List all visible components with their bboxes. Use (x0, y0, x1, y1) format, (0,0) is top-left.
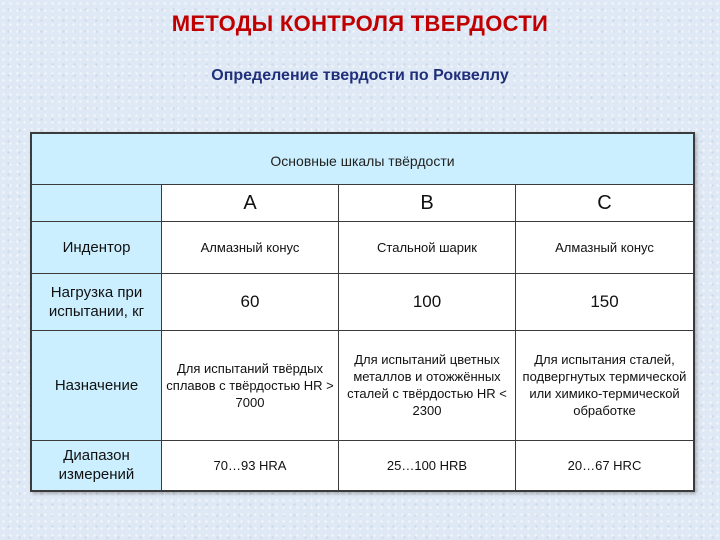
column-header-a: A (162, 185, 339, 221)
column-header-b: B (339, 185, 516, 221)
table-cell: 70…93 HRA (162, 440, 339, 490)
column-header-c: C (516, 185, 694, 221)
table-cell: 25…100 HRB (339, 440, 516, 490)
table-cell: Алмазный конус (162, 221, 339, 273)
row-label-range: Диапазон измерений (32, 440, 162, 490)
row-label-purpose: Назначение (32, 330, 162, 440)
table-cell: 20…67 HRC (516, 440, 694, 490)
table-cell: Для испытаний твёрдых сплавов с твёрдостью HR > 7000 (162, 330, 339, 440)
header-blank-cell (32, 185, 162, 221)
hardness-scales-table (30, 132, 695, 492)
table-row (32, 221, 694, 273)
table-cell: 60 (162, 274, 339, 330)
table-cell: Для испытания сталей, подвергнутых термической или химико-термической обработке (516, 330, 694, 440)
table-row (32, 330, 694, 440)
table-cell: Алмазный конус (516, 221, 694, 273)
table-cell: 100 (339, 274, 516, 330)
row-label-indenter: Индентор (32, 221, 162, 273)
row-label-load: Нагрузка при испытании, кг (32, 274, 162, 330)
page-title: МЕТОДЫ КОНТРОЛЯ ТВЕРДОСТИ (171, 11, 549, 36)
table-row (32, 440, 694, 490)
table-cell: 150 (516, 274, 694, 330)
page-subtitle: Определение твердости по Роквеллу (211, 67, 509, 84)
table-row (32, 274, 694, 330)
table-cell: Стальной шарик (339, 221, 516, 273)
table-cell: Для испытаний цветных металлов и отожжённых сталей с твёрдостью HR < 2300 (339, 330, 516, 440)
table-caption: Основные шкалы твёрдости (32, 134, 694, 185)
